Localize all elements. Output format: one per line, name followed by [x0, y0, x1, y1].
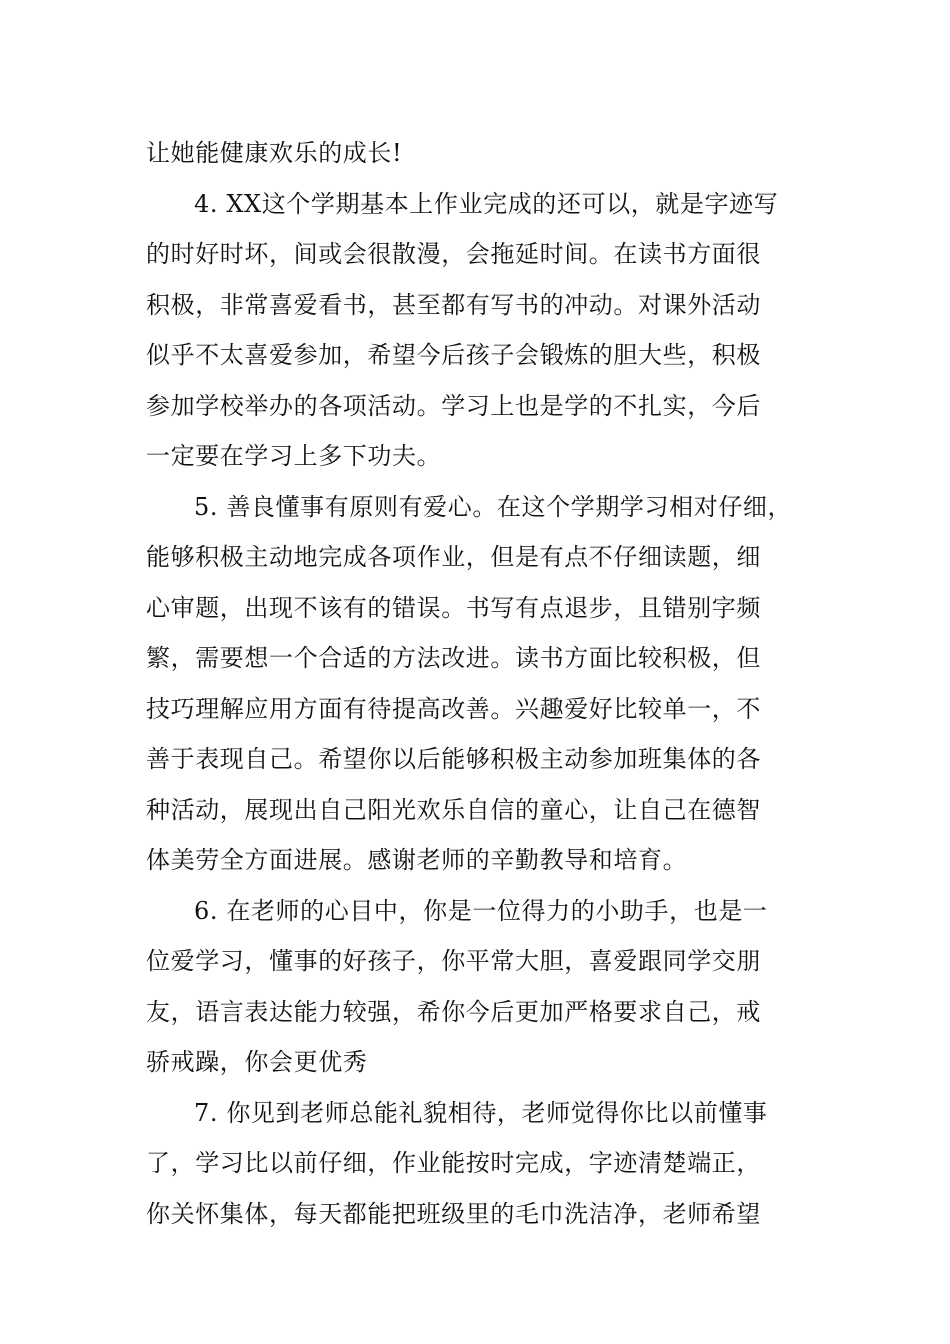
text-line: 你关怀集体，每天都能把班级里的毛巾洗洁净，老师希望: [146, 1199, 761, 1228]
body-text: [146, 128, 816, 1239]
text-line: 骄戒躁，你会更优秀: [146, 1048, 368, 1076]
text-line: 技巧理解应用方面有待提高改善。兴趣爱好比较单一，不: [146, 694, 761, 723]
text-line: 似乎不太喜爱参加，希望今后孩子会锻炼的胆大些，积极: [146, 341, 761, 369]
text-line: 能够积极主动地完成各项作业，但是有点不仔细读题，细: [146, 543, 761, 571]
text-line: 友，语言表达能力较强，希你今后更加严格要求自己，戒: [146, 997, 761, 1026]
text-line: 积极，非常喜爱看书，甚至都有写书的冲动。对课外活动: [146, 290, 761, 319]
paragraph-first-line: 7. 你见到老师总能礼貌相待，老师觉得你比以前懂事: [194, 1098, 768, 1127]
paragraph-first-line: 4. XX这个学期基本上作业完成的还可以，就是字迹写: [194, 189, 779, 218]
text-line: 体美劳全方面进展。感谢老师的辛勤教导和培育。: [146, 846, 688, 874]
paragraph-first-line: 5. 善良懂事有原则有爱心。在这个学期学习相对仔细，: [194, 492, 793, 521]
text-line: 了，学习比以前仔细，作业能按时完成，字迹清楚端正，: [146, 1149, 761, 1177]
text-line: 善于表现自己。希望你以后能够积极主动参加班集体的各: [146, 745, 761, 773]
text-line: 一定要在学习上多下功夫。: [146, 442, 442, 470]
text-line: 心审题，出现不该有的错误。书写有点退步，且错别字频: [146, 593, 761, 622]
text-line: 繁，需要想一个合适的方法改进。读书方面比较积极，但: [146, 644, 761, 672]
text-line: 让她能健康欢乐的成长!: [146, 139, 403, 167]
text-line: 位爱学习，懂事的好孩子，你平常大胆，喜爱跟同学交朋: [146, 947, 761, 975]
text-line: 的时好时坏，间或会很散漫，会拖延时间。在读书方面很: [146, 240, 761, 268]
text-line: 种活动，展现出自己阳光欢乐自信的童心，让自己在德智: [146, 795, 761, 824]
paragraph-first-line: 6. 在老师的心目中，你是一位得力的小助手，也是一: [194, 896, 768, 925]
text-line: 参加学校举办的各项活动。学习上也是学的不扎实，今后: [146, 391, 761, 420]
